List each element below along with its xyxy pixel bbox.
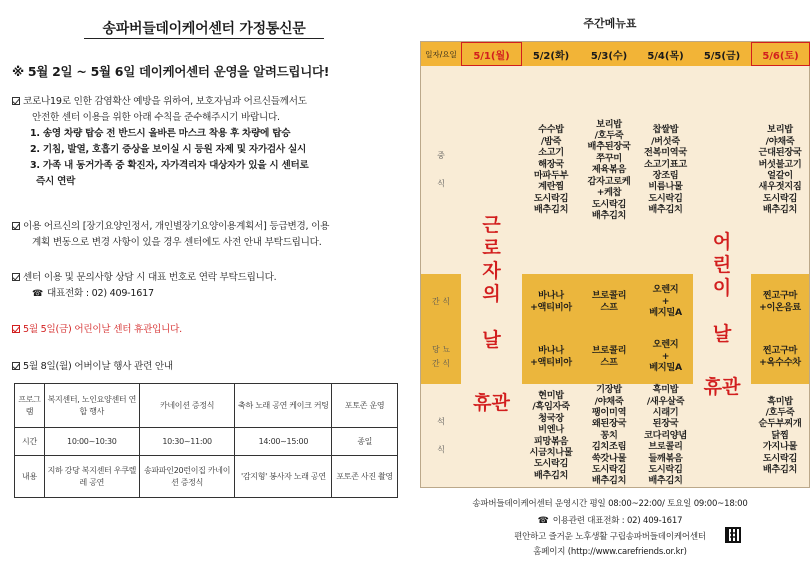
table-cell: 종일 bbox=[332, 428, 398, 456]
holiday-column-0505 bbox=[693, 66, 751, 487]
notice-text: 센터 이용 및 문의사항 상담 시 대표 번호로 연락 부탁드립니다. bbox=[23, 272, 277, 283]
holiday-header-outline bbox=[751, 42, 810, 66]
checkbox-icon bbox=[12, 273, 20, 281]
menu-cell-diabetic-snack: 브로콜리 스프 bbox=[591, 345, 627, 368]
table-cell: 축하 노래 공연 케이크 커팅 bbox=[235, 384, 332, 428]
rule-item: 3. 가족 내 동거가족 중 확진자, 자가격리자 대상자가 있을 시 센터로 bbox=[30, 160, 309, 171]
title-underline bbox=[84, 38, 324, 39]
table-cell: 14:00~15:00 bbox=[235, 428, 332, 456]
phone-number: 대표전화 : 02) 409-1617 bbox=[46, 288, 154, 299]
footer-hours: 송파버들데이케어센터 운영시간 평일 08:00~22:00/ 토요일 09:00~18:00 bbox=[472, 499, 748, 509]
table-cell: 지하 강당 복지센터 우쿠렐레 공연 bbox=[44, 456, 139, 498]
notice-holiday bbox=[12, 322, 400, 338]
holiday-closed: 휴관 bbox=[473, 392, 510, 414]
table-row bbox=[15, 384, 398, 428]
table-cell: 포토존 사진 촬영 bbox=[332, 456, 398, 498]
table-cell: 10:30~11:00 bbox=[139, 428, 235, 456]
menu-cell-diabetic-snack: 오렌지 + 베지밀A bbox=[649, 339, 682, 374]
footer-phone-text: 이용관련 대표전화 : 02) 409-1617 bbox=[552, 516, 683, 526]
notice-covid bbox=[12, 94, 400, 190]
footer-phone bbox=[410, 514, 810, 526]
notice-text: 이용 어르신의 [장기요양인정서, 개인별장기요양이용계획서] 등급변경, 이용 bbox=[23, 221, 330, 232]
row-label-lunch: 중 식 bbox=[437, 151, 445, 188]
day-header: 5/6(토) bbox=[751, 42, 810, 66]
notice-text: 계획 변동으로 변경 사항이 있을 경우 센터에도 사전 안내 부탁드립니다. bbox=[32, 237, 322, 248]
row-label-snack: 간 식 bbox=[421, 274, 461, 329]
holiday-label: 어 린 이 날 bbox=[712, 231, 732, 345]
footer-slogan: 편안하고 즐거운 노후생활 구립송파버들데이케어센터 bbox=[514, 532, 706, 542]
day-header: 5/4(목) bbox=[638, 42, 693, 66]
menu-cell-diabetic-snack: 찐고구마 +옥수수차 bbox=[759, 345, 801, 368]
day-header: 5/2(화) bbox=[522, 42, 580, 66]
holiday-closed: 휴관 bbox=[703, 376, 741, 398]
footer-homepage[interactable]: 홈페이지 (http://www.carefriends.or.kr) bbox=[533, 547, 687, 557]
table-cell: 송파파인20런이집 카네이션 증정식 bbox=[139, 456, 235, 498]
header-label bbox=[421, 42, 461, 66]
menu-panel bbox=[410, 0, 810, 572]
table-cell: 복지센터, 노인요양센터 연합 행사 bbox=[44, 384, 139, 428]
menu-title: 주간메뉴표 bbox=[583, 17, 637, 30]
notice-text: 코로나19로 인한 감염확산 예방을 위하여, 보호자님과 어르신들께서도 bbox=[23, 96, 307, 107]
menu-cell-diabetic-snack: 바나나 +액티비아 bbox=[530, 345, 572, 368]
day-header: 5/1(월) bbox=[461, 42, 522, 66]
table-row bbox=[15, 428, 398, 456]
menu-cell-lunch: 보리밥 /호두죽 배추된장국 쭈꾸미 제육볶음 감자고로케 +케찹 도시락김 배추김치 bbox=[587, 118, 631, 221]
menu-cell-dinner: 흑미밥 /호두죽 순두부찌개 닭찜 가지나물 도시락김 배추김치 bbox=[758, 395, 802, 476]
menu-cell-snack: 바나나 +액티비아 bbox=[530, 290, 572, 313]
checkbox-icon bbox=[12, 325, 20, 333]
menu-cell-lunch: 보리밥 /야채죽 근대된장국 버섯불고기 얼갈이 새우젓지짐 도시락김 배추김치 bbox=[758, 124, 802, 216]
notice-contact bbox=[12, 270, 400, 302]
rule-item: 1. 송영 차량 탑승 전 반드시 올바른 마스크 착용 후 차량에 탑승 bbox=[30, 128, 291, 139]
headline: ※ 5월 2일 ~ 5월 6일 데이케어센터 운영을 알려드립니다! bbox=[12, 64, 330, 79]
day-header: 5/5(금) bbox=[693, 42, 751, 66]
rule-item: 즉시 연락 bbox=[36, 176, 76, 187]
checkbox-icon bbox=[12, 97, 20, 105]
weekly-menu-grid bbox=[420, 41, 810, 488]
table-cell: 포토존 운영 bbox=[332, 384, 398, 428]
table-cell: '감지형' 봉사자 노래 공연 bbox=[235, 456, 332, 498]
menu-cell-snack: 찐고구마 +이온음료 bbox=[759, 290, 801, 313]
checkbox-icon bbox=[12, 222, 20, 230]
phone-icon: ☎ bbox=[32, 289, 43, 299]
notice-text: 안전한 센터 이용을 위한 아래 수칙을 준수해주시기 바랍니다. bbox=[32, 112, 280, 123]
holiday-header-outline bbox=[461, 42, 522, 66]
table-cell: 10:00~10:30 bbox=[44, 428, 139, 456]
notice-parents-day bbox=[12, 359, 400, 375]
phone-icon: ☎ bbox=[537, 516, 549, 526]
table-row bbox=[15, 456, 398, 498]
menu-cell-snack: 브로콜리 스프 bbox=[591, 290, 627, 313]
menu-cell-dinner: 기장밥 /야채죽 팽이미역 왜된장국 꽁치 김치조림 쑥갓나물 도시락김 배추김치 bbox=[591, 384, 627, 487]
qr-code-icon bbox=[725, 527, 741, 543]
table-cell: 카네이션 증정식 bbox=[139, 384, 235, 428]
menu-cell-dinner: 흑미밥 /새우살죽 시래기 된장국 코다리양념 브로콜리 들깨볶음 도시락김 배추김치 bbox=[644, 384, 687, 487]
notice-care-plan bbox=[12, 219, 400, 251]
notice-text: 5월 5일(금) 어린이날 센터 휴관입니다. bbox=[23, 324, 182, 335]
menu-cell-lunch: 찹쌀밥 /버섯죽 전복미역국 소고기표고 장조림 비름나물 도시락김 배추김치 bbox=[644, 124, 687, 216]
row-label-diabetic-snack: 당 뇨 간 식 bbox=[421, 329, 461, 384]
row-label: 내용 bbox=[15, 456, 45, 498]
menu-cell-dinner: 현미밥 /흑임자죽 청국장 비엔나 피망볶음 시금치나물 도시락김 배추김치 bbox=[529, 389, 573, 481]
row-label-dinner: 석 식 bbox=[437, 416, 445, 454]
holiday-label: 근 로 자 의 날 bbox=[482, 214, 501, 351]
row-label: 시간 bbox=[15, 428, 45, 456]
holiday-column-0501 bbox=[461, 66, 522, 487]
rule-item: 2. 기침, 발열, 호흡기 증상을 보이실 시 등원 자제 및 자가검사 실시 bbox=[30, 144, 307, 155]
event-table bbox=[14, 383, 398, 498]
page-title: 송파버들데이케어센터 가정통신문 bbox=[102, 21, 306, 37]
header-label-text: 일자/요일 bbox=[425, 49, 457, 59]
menu-cell-lunch: 수수밥 /밤죽 소고기 해장국 마파두부 계란찜 도시락김 배추김치 bbox=[533, 124, 569, 216]
day-header: 5/3(수) bbox=[580, 42, 638, 66]
notice-text: 5월 8일(월) 어버이날 행사 관련 안내 bbox=[23, 361, 173, 372]
checkbox-icon bbox=[12, 362, 20, 370]
menu-cell-snack: 오렌지 + 베지밀A bbox=[649, 284, 682, 319]
row-label: 프로그램 bbox=[15, 384, 45, 428]
